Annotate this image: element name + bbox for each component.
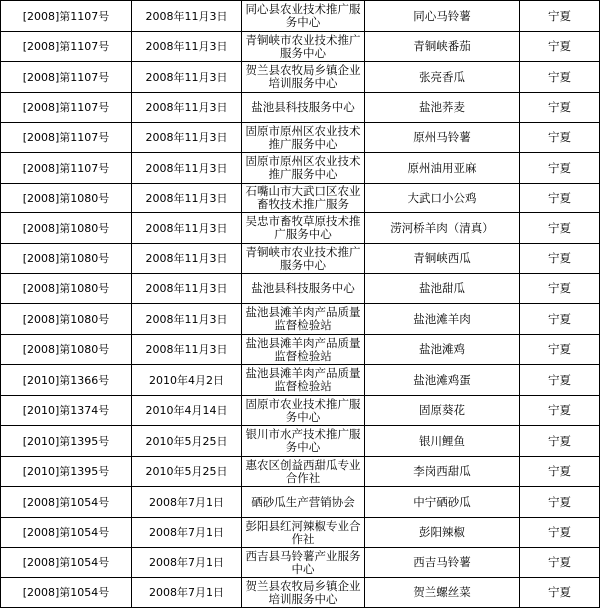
product-name-cell: 银川鲤鱼 [365, 426, 520, 457]
applicant-org-cell: 吴忠市畜牧草原技术推广服务中心 [242, 213, 365, 244]
applicant-org-cell: 惠农区创益西甜瓜专业合作社 [242, 457, 365, 487]
approval-date-cell: 2008年7月1日 [132, 487, 242, 518]
approval-date-cell: 2008年7月1日 [132, 548, 242, 578]
applicant-org-cell: 固原市原州区农业技术推广服务中心 [242, 153, 365, 184]
product-name-cell: 贺兰螺丝菜 [365, 578, 520, 608]
approval-date-cell: 2008年11月3日 [132, 304, 242, 335]
registration-number-cell: [2008]第1080号 [1, 244, 132, 274]
table-row [1, 518, 600, 548]
table-row [1, 123, 600, 153]
applicant-org-cell: 固原市农业技术推广服务中心 [242, 396, 365, 426]
registration-number-cell: [2008]第1107号 [1, 153, 132, 184]
region-cell: 宁夏 [520, 32, 600, 62]
table-row [1, 426, 600, 457]
product-name-cell: 固原葵花 [365, 396, 520, 426]
registration-number-cell: [2010]第1366号 [1, 365, 132, 396]
region-cell: 宁夏 [520, 93, 600, 123]
registration-number-cell: [2010]第1395号 [1, 457, 132, 487]
approval-date-cell: 2010年5月25日 [132, 426, 242, 457]
approval-date-cell: 2008年11月3日 [132, 1, 242, 32]
applicant-org-cell: 青铜峡市农业技术推广服务中心 [242, 32, 365, 62]
region-cell: 宁夏 [520, 123, 600, 153]
registration-number-cell: [2008]第1107号 [1, 123, 132, 153]
approval-date-cell: 2008年11月3日 [132, 274, 242, 304]
registration-number-cell: [2008]第1080号 [1, 184, 132, 213]
product-name-cell: 盐池荞麦 [365, 93, 520, 123]
registration-number-cell: [2008]第1107号 [1, 1, 132, 32]
registration-number-cell: [2008]第1080号 [1, 335, 132, 365]
product-name-cell: 盐池滩鸡 [365, 335, 520, 365]
approval-date-cell: 2008年11月3日 [132, 335, 242, 365]
region-cell: 宁夏 [520, 365, 600, 396]
applicant-org-cell: 石嘴山市大武口区农业畜牧技术推广服务 [242, 184, 365, 213]
region-cell: 宁夏 [520, 62, 600, 93]
product-name-cell: 盐池滩鸡蛋 [365, 365, 520, 396]
registration-number-cell: [2008]第1107号 [1, 93, 132, 123]
registration-number-cell: [2008]第1054号 [1, 578, 132, 608]
product-name-cell: 张亮香瓜 [365, 62, 520, 93]
approval-date-cell: 2010年4月2日 [132, 365, 242, 396]
product-name-cell: 原州油用亚麻 [365, 153, 520, 184]
approval-date-cell: 2008年11月3日 [132, 93, 242, 123]
region-cell: 宁夏 [520, 396, 600, 426]
region-cell: 宁夏 [520, 274, 600, 304]
applicant-org-cell: 西吉县马铃薯产业服务中心 [242, 548, 365, 578]
product-name-cell: 西吉马铃薯 [365, 548, 520, 578]
applicant-org-cell: 盐池县滩羊肉产品质量监督检验站 [242, 304, 365, 335]
table-row [1, 153, 600, 184]
registration-number-cell: [2008]第1054号 [1, 518, 132, 548]
table-row [1, 335, 600, 365]
region-cell: 宁夏 [520, 335, 600, 365]
product-name-cell: 大武口小公鸡 [365, 184, 520, 213]
product-name-cell: 同心马铃薯 [365, 1, 520, 32]
table-row [1, 548, 600, 578]
table-row [1, 578, 600, 608]
applicant-org-cell: 硒砂瓜生产营销协会 [242, 487, 365, 518]
region-cell: 宁夏 [520, 457, 600, 487]
region-cell: 宁夏 [520, 304, 600, 335]
applicant-org-cell: 盐池县科技服务中心 [242, 274, 365, 304]
registration-number-cell: [2008]第1107号 [1, 62, 132, 93]
table-row [1, 457, 600, 487]
table-row [1, 365, 600, 396]
registration-number-cell: [2010]第1374号 [1, 396, 132, 426]
applicant-org-cell: 银川市水产技术推广服务中心 [242, 426, 365, 457]
applicant-org-cell: 盐池县滩羊肉产品质量监督检验站 [242, 365, 365, 396]
registration-number-cell: [2008]第1080号 [1, 213, 132, 244]
table-row [1, 213, 600, 244]
applicant-org-cell: 贺兰县农牧局乡镇企业培训服务中心 [242, 578, 365, 608]
region-cell: 宁夏 [520, 1, 600, 32]
product-name-cell: 青铜峡番茄 [365, 32, 520, 62]
approval-date-cell: 2008年11月3日 [132, 32, 242, 62]
table-row [1, 62, 600, 93]
table-row [1, 487, 600, 518]
applicant-org-cell: 彭阳县红河辣椒专业合作社 [242, 518, 365, 548]
approval-date-cell: 2008年11月3日 [132, 62, 242, 93]
product-name-cell: 原州马铃薯 [365, 123, 520, 153]
applicant-org-cell: 盐池县滩羊肉产品质量监督检验站 [242, 335, 365, 365]
approval-date-cell: 2010年4月14日 [132, 396, 242, 426]
table-row [1, 93, 600, 123]
approval-date-cell: 2010年5月25日 [132, 457, 242, 487]
applicant-org-cell: 盐池县科技服务中心 [242, 93, 365, 123]
approval-date-cell: 2008年11月3日 [132, 244, 242, 274]
approval-date-cell: 2008年11月3日 [132, 153, 242, 184]
region-cell: 宁夏 [520, 426, 600, 457]
applicant-org-cell: 贺兰县农牧局乡镇企业培训服务中心 [242, 62, 365, 93]
table-row [1, 304, 600, 335]
table-row [1, 244, 600, 274]
registration-number-cell: [2008]第1107号 [1, 32, 132, 62]
product-name-cell: 彭阳辣椒 [365, 518, 520, 548]
table-row [1, 1, 600, 32]
product-name-cell: 中宁硒砂瓜 [365, 487, 520, 518]
product-name-cell: 涝河桥羊肉（清真） [365, 213, 520, 244]
applicant-org-cell: 同心县农业技术推广服务中心 [242, 1, 365, 32]
region-cell: 宁夏 [520, 184, 600, 213]
approval-date-cell: 2008年11月3日 [132, 213, 242, 244]
product-name-cell: 李岗西甜瓜 [365, 457, 520, 487]
region-cell: 宁夏 [520, 244, 600, 274]
region-cell: 宁夏 [520, 518, 600, 548]
applicant-org-cell: 青铜峡市农业技术推广服务中心 [242, 244, 365, 274]
product-name-cell: 青铜峡西瓜 [365, 244, 520, 274]
region-cell: 宁夏 [520, 578, 600, 608]
registration-number-cell: [2008]第1054号 [1, 548, 132, 578]
region-cell: 宁夏 [520, 213, 600, 244]
table-row [1, 184, 600, 213]
region-cell: 宁夏 [520, 153, 600, 184]
region-cell: 宁夏 [520, 548, 600, 578]
registration-number-cell: [2008]第1080号 [1, 304, 132, 335]
approval-date-cell: 2008年7月1日 [132, 518, 242, 548]
approval-date-cell: 2008年11月3日 [132, 184, 242, 213]
product-name-cell: 盐池滩羊肉 [365, 304, 520, 335]
approval-date-cell: 2008年7月1日 [132, 578, 242, 608]
product-name-cell: 盐池甜瓜 [365, 274, 520, 304]
registration-number-cell: [2008]第1080号 [1, 274, 132, 304]
table-row [1, 274, 600, 304]
registration-number-cell: [2010]第1395号 [1, 426, 132, 457]
table-row [1, 32, 600, 62]
table-body [1, 1, 600, 608]
region-cell: 宁夏 [520, 487, 600, 518]
applicant-org-cell: 固原市原州区农业技术推广服务中心 [242, 123, 365, 153]
registration-number-cell: [2008]第1054号 [1, 487, 132, 518]
approval-date-cell: 2008年11月3日 [132, 123, 242, 153]
table-row [1, 396, 600, 426]
